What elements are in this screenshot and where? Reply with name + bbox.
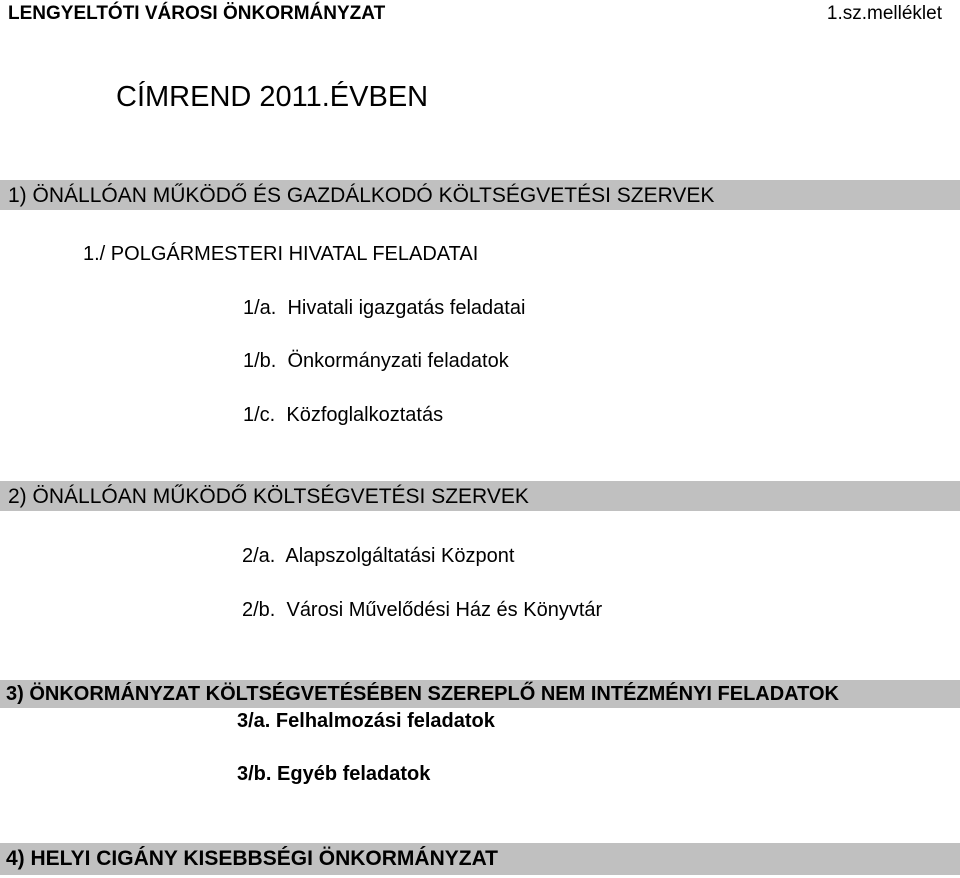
section-1-subsection: 1./ POLGÁRMESTERI HIVATAL FELADATAI	[83, 243, 479, 265]
section-4-heading: 4) HELYI CIGÁNY KISEBBSÉGI ÖNKORMÁNYZAT	[6, 847, 499, 870]
organization-name: LENGYELTÓTI VÁROSI ÖNKORMÁNYZAT	[8, 3, 386, 24]
attachment-label: 1.sz.melléklet	[826, 3, 942, 24]
list-item: 1/c. Közfoglalkoztatás	[243, 404, 444, 426]
section-3-heading: 3) ÖNKORMÁNYZAT KÖLTSÉGVETÉSÉBEN SZEREPLŐ NEM INTÉZMÉNYI FELADATOK	[6, 683, 839, 705]
document-title: CÍMREND 2011.ÉVBEN	[116, 81, 429, 113]
list-item: 3/a. Felhalmozási feladatok	[237, 710, 495, 732]
list-item: 1/b. Önkormányzati feladatok	[243, 350, 509, 372]
section-1-heading: 1) ÖNÁLLÓAN MŰKÖDŐ ÉS GAZDÁLKODÓ KÖLTSÉGVETÉSI SZERVEK	[8, 184, 715, 207]
list-item: 2/a. Alapszolgáltatási Központ	[242, 545, 515, 567]
list-item: 3/b. Egyéb feladatok	[237, 763, 431, 785]
list-item: 1/a. Hivatali igazgatás feladatai	[243, 297, 526, 319]
list-item: 2/b. Városi Művelődési Ház és Könyvtár	[242, 599, 603, 621]
section-2-heading: 2) ÖNÁLLÓAN MŰKÖDŐ KÖLTSÉGVETÉSI SZERVEK	[8, 485, 529, 508]
